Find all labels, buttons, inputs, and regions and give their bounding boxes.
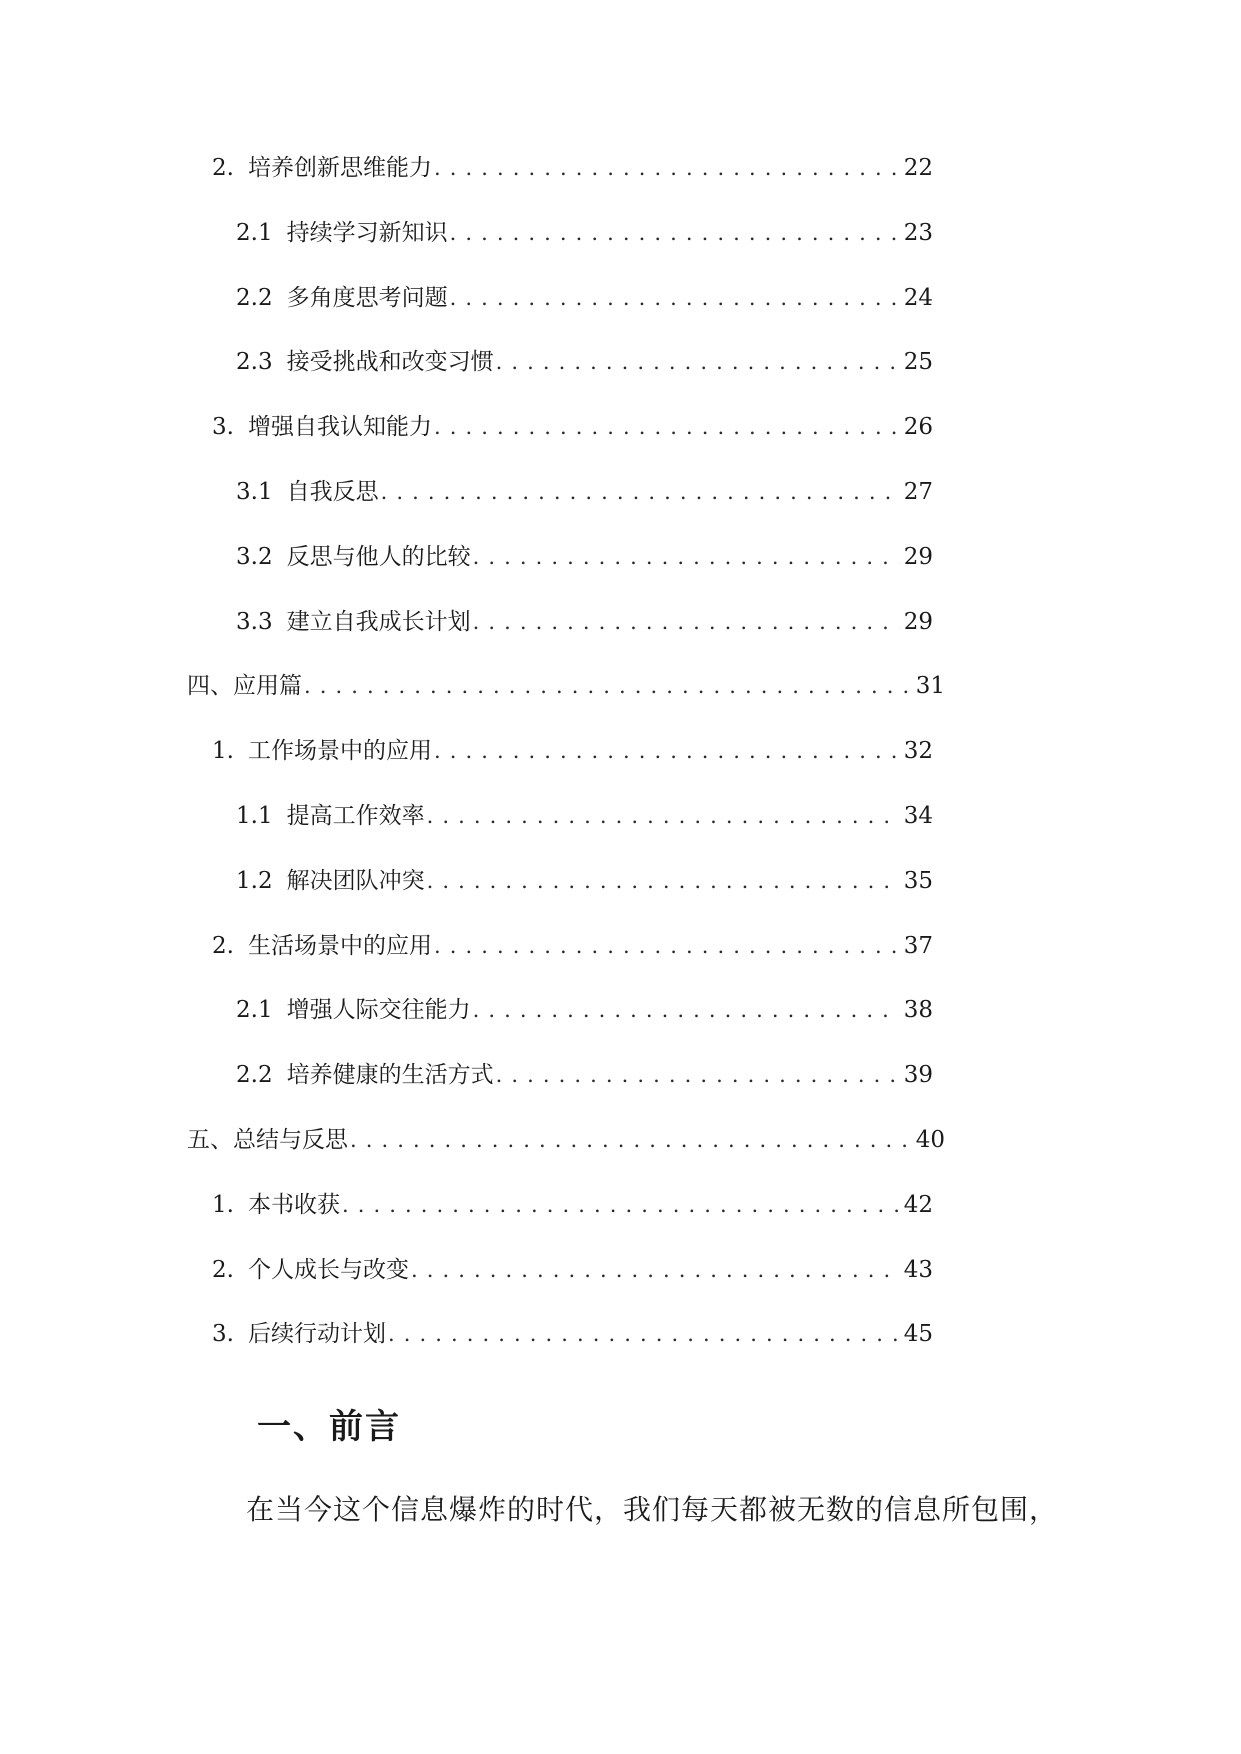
- toc-entry-number: 2.2: [236, 285, 273, 311]
- toc-entry[interactable]: [236, 342, 933, 382]
- toc-entry[interactable]: [212, 1185, 933, 1225]
- toc-dot-leader: [388, 1314, 900, 1354]
- toc-dot-leader: [473, 537, 900, 577]
- toc-entry-title: 多角度思考问题: [286, 285, 448, 311]
- toc-entry[interactable]: [212, 1314, 933, 1354]
- toc-entry-number: 2.1: [236, 220, 273, 246]
- toc-entry-title: 生活场景中的应用: [247, 933, 432, 959]
- toc-entry-page-number: 26: [903, 414, 933, 440]
- toc-dot-leader: [450, 213, 900, 253]
- toc-entry-number: 2.3: [236, 349, 273, 375]
- toc-entry-page-number: 43: [903, 1257, 933, 1283]
- toc-entry[interactable]: [212, 148, 933, 188]
- toc-entry-page-number: 27: [903, 479, 933, 505]
- toc-dot-leader: [427, 796, 900, 836]
- toc-dot-leader: [496, 342, 900, 382]
- toc-entry-number: 3.: [212, 414, 234, 440]
- toc-entry-number: 3.: [212, 1321, 234, 1347]
- toc-entry-number: 1.: [212, 1192, 234, 1218]
- toc-entry-page-number: 31: [915, 673, 945, 699]
- toc-entry-page-number: 40: [915, 1127, 945, 1153]
- toc-entry[interactable]: [212, 1250, 933, 1290]
- toc-entry-title: 自我反思: [286, 479, 379, 505]
- toc-entry-page-number: 39: [903, 1062, 933, 1088]
- toc-dot-leader: [473, 602, 900, 642]
- toc-entry-page-number: 34: [903, 803, 933, 829]
- toc-dot-leader: [411, 1250, 900, 1290]
- toc-entry[interactable]: [236, 861, 933, 901]
- toc-entry[interactable]: [236, 602, 933, 642]
- toc-entry[interactable]: [236, 213, 933, 253]
- toc-entry-title: 本书收获: [247, 1192, 340, 1218]
- toc-entry-title: 后续行动计划: [247, 1321, 386, 1347]
- toc-entry-title: 反思与他人的比较: [286, 544, 471, 570]
- toc-entry[interactable]: [212, 731, 933, 771]
- toc-entry-page-number: 23: [903, 220, 933, 246]
- toc-entry-title: 持续学习新知识: [286, 220, 448, 246]
- toc-entry-title: 提高工作效率: [286, 803, 425, 829]
- section-heading: 一、前言: [257, 1407, 401, 1447]
- toc-entry-number: 1.: [212, 738, 234, 764]
- toc-dot-leader: [434, 407, 900, 447]
- toc-entry-page-number: 24: [903, 285, 933, 311]
- toc-entry-page-number: 38: [903, 997, 933, 1023]
- toc-entry[interactable]: [212, 407, 933, 447]
- toc-entry-number: 1.2: [236, 868, 273, 894]
- toc-entry-number: 2.: [212, 155, 234, 181]
- toc-entry-title: 解决团队冲突: [286, 868, 425, 894]
- toc-entry-number: 2.: [212, 933, 234, 959]
- toc-entry-number: 3.3: [236, 609, 273, 635]
- toc-dot-leader: [434, 731, 900, 771]
- toc-entry-number: 2.2: [236, 1062, 273, 1088]
- toc-entry-page-number: 25: [903, 349, 933, 375]
- toc-entry-title: 培养健康的生活方式: [286, 1062, 494, 1088]
- toc-entry[interactable]: [236, 472, 933, 512]
- toc-dot-leader: [434, 926, 900, 966]
- toc-entry-page-number: 35: [903, 868, 933, 894]
- toc-dot-leader: [350, 1120, 912, 1160]
- toc-entry-page-number: 45: [903, 1321, 933, 1347]
- toc-dot-leader: [450, 278, 900, 318]
- toc-entry-page-number: 32: [903, 738, 933, 764]
- toc-entry[interactable]: [236, 537, 933, 577]
- toc-entry-title: 建立自我成长计划: [286, 609, 471, 635]
- toc-dot-leader: [496, 1055, 900, 1095]
- toc-entry-number: 3.1: [236, 479, 273, 505]
- body-paragraph: 在当今这个信息爆炸的时代，我们每天都被无数的信息所包围，: [246, 1493, 1059, 1526]
- toc-entry-number: 2.1: [236, 997, 273, 1023]
- toc-entry[interactable]: [236, 990, 933, 1030]
- toc-entry-title: 四、应用篇: [187, 673, 302, 699]
- toc-dot-leader: [427, 861, 900, 901]
- toc-entry-number: 3.2: [236, 544, 273, 570]
- toc-entry[interactable]: [212, 926, 933, 966]
- toc-entry[interactable]: [236, 278, 933, 318]
- toc-entry-title: 工作场景中的应用: [247, 738, 432, 764]
- toc-entry-title: 培养创新思维能力: [247, 155, 432, 181]
- toc-entry-number: 2.: [212, 1257, 234, 1283]
- toc-entry-page-number: 29: [903, 544, 933, 570]
- toc-entry[interactable]: [187, 1120, 945, 1160]
- toc-entry-title: 增强人际交往能力: [286, 997, 471, 1023]
- toc-entry[interactable]: [236, 1055, 933, 1095]
- toc-entry-page-number: 37: [903, 933, 933, 959]
- toc-entry-title: 个人成长与改变: [247, 1257, 409, 1283]
- toc-entry-page-number: 29: [903, 609, 933, 635]
- toc-entry-page-number: 22: [903, 155, 933, 181]
- toc-dot-leader: [342, 1185, 900, 1225]
- toc-dot-leader: [473, 990, 900, 1030]
- toc-entry[interactable]: [187, 666, 945, 706]
- toc-entry-number: 1.1: [236, 803, 273, 829]
- toc-entry-title: 五、总结与反思: [187, 1127, 348, 1153]
- toc-entry-title: 增强自我认知能力: [247, 414, 432, 440]
- toc-entry-title: 接受挑战和改变习惯: [286, 349, 494, 375]
- toc-dot-leader: [381, 472, 900, 512]
- toc-dot-leader: [434, 148, 900, 188]
- toc-dot-leader: [304, 666, 912, 706]
- toc-entry-page-number: 42: [903, 1192, 933, 1218]
- toc-entry[interactable]: [236, 796, 933, 836]
